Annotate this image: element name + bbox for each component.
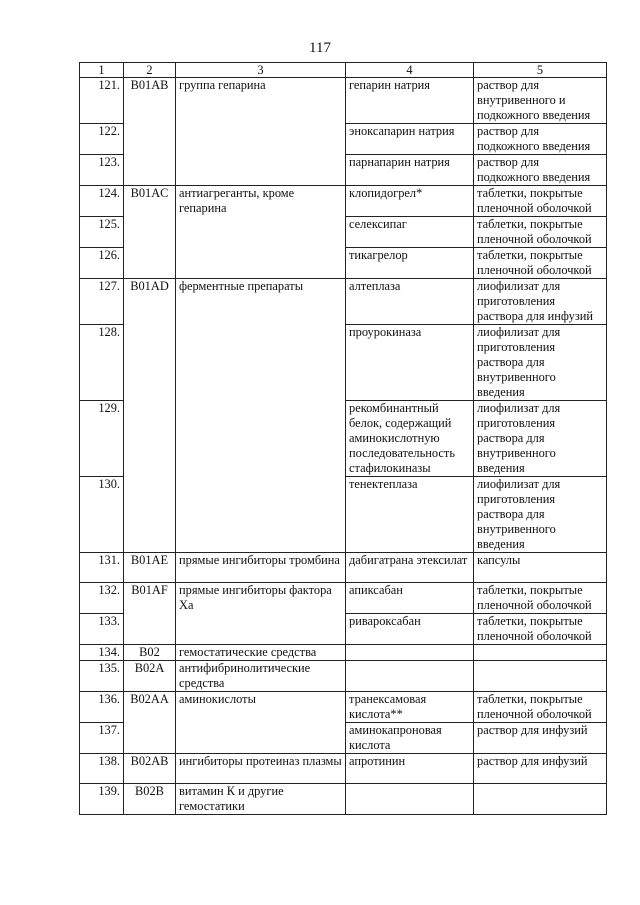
drug-name: алтеплаза (346, 279, 474, 325)
dosage-form: капсулы (474, 553, 607, 583)
drug-name: эноксапарин натрия (346, 124, 474, 155)
group-name: витамин К и другие гемостатики (176, 784, 346, 815)
row-number: 137. (80, 723, 124, 754)
row-number: 130. (80, 477, 124, 553)
row-number: 127. (80, 279, 124, 325)
page-number: 117 (309, 40, 331, 56)
dosage-form: лиофилизат для приготовления раствора для внутривенного введения (474, 401, 607, 477)
atc-code: B01AF (124, 583, 176, 645)
group-name: антиагреганты, кроме гепарина (176, 186, 346, 279)
drug-name: клопидогрел* (346, 186, 474, 217)
row-number: 135. (80, 661, 124, 692)
drug-name: транексамовая кислота** (346, 692, 474, 723)
table-row (80, 553, 607, 583)
group-name: гемостатические средства (176, 645, 346, 661)
drug-name: апротинин (346, 754, 474, 784)
drug-name (346, 661, 474, 692)
row-number: 136. (80, 692, 124, 723)
table-row (80, 78, 607, 124)
dosage-form (474, 784, 607, 815)
row-number: 131. (80, 553, 124, 583)
group-name: ферментные препараты (176, 279, 346, 553)
drug-name: проурокиназа (346, 325, 474, 401)
dosage-form: таблетки, покрытые пленочной оболочкой (474, 186, 607, 217)
atc-code: B01AD (124, 279, 176, 553)
row-number: 121. (80, 78, 124, 124)
header-col-3: 3 (176, 63, 346, 78)
drug-name (346, 784, 474, 815)
header-col-4: 4 (346, 63, 474, 78)
dosage-form: раствор для подкожного введения (474, 124, 607, 155)
dosage-form: таблетки, покрытые пленочной оболочкой (474, 217, 607, 248)
table-row (80, 186, 607, 217)
table-row (80, 754, 607, 784)
row-number: 122. (80, 124, 124, 155)
table-row (80, 645, 607, 661)
dosage-form: таблетки, покрытые пленочной оболочкой (474, 583, 607, 614)
group-name: прямые ингибиторы тромбина (176, 553, 346, 583)
row-number: 125. (80, 217, 124, 248)
dosage-form: раствор для инфузий (474, 754, 607, 784)
table-row (80, 661, 607, 692)
header-col-1: 1 (80, 63, 124, 78)
table-row (80, 784, 607, 815)
group-name: аминокислоты (176, 692, 346, 754)
drug-name: дабигатрана этексилат (346, 553, 474, 583)
row-number: 128. (80, 325, 124, 401)
group-name: прямые ингибиторы фактора Ха (176, 583, 346, 645)
dosage-form (474, 661, 607, 692)
dosage-form: таблетки, покрытые пленочной оболочкой (474, 248, 607, 279)
row-number: 133. (80, 614, 124, 645)
row-number: 134. (80, 645, 124, 661)
drug-name: ривароксабан (346, 614, 474, 645)
drug-name: парнапарин натрия (346, 155, 474, 186)
table-row (80, 692, 607, 723)
dosage-form: лиофилизат для приготовления раствора для внутривенного введения (474, 477, 607, 553)
header-col-2: 2 (124, 63, 176, 78)
dosage-form: раствор для инфузий (474, 723, 607, 754)
dosage-form: таблетки, покрытые пленочной оболочкой (474, 692, 607, 723)
table-row (80, 279, 607, 325)
drug-name: рекомбинантный белок, содержащий аминокислотную последовательность стафилокиназы (346, 401, 474, 477)
atc-code: B01AB (124, 78, 176, 186)
drug-name (346, 645, 474, 661)
atc-code: B02AB (124, 754, 176, 784)
dosage-form: раствор для внутривенного и подкожного введения (474, 78, 607, 124)
drug-name: тенектеплаза (346, 477, 474, 553)
atc-code: B02A (124, 661, 176, 692)
row-number: 132. (80, 583, 124, 614)
atc-code: B02B (124, 784, 176, 815)
dosage-form: раствор для подкожного введения (474, 155, 607, 186)
group-name: группа гепарина (176, 78, 346, 186)
drug-name: селексипаг (346, 217, 474, 248)
row-number: 129. (80, 401, 124, 477)
row-number: 138. (80, 754, 124, 784)
header-col-5: 5 (474, 63, 607, 78)
drug-table (79, 62, 607, 815)
dosage-form (474, 645, 607, 661)
group-name: ингибиторы протеиназ плазмы (176, 754, 346, 784)
dosage-form: таблетки, покрытые пленочной оболочкой (474, 614, 607, 645)
atc-code: B02 (124, 645, 176, 661)
drug-name: аминокапроновая кислота (346, 723, 474, 754)
row-number: 123. (80, 155, 124, 186)
header-row (80, 63, 607, 78)
dosage-form: лиофилизат для приготовления раствора для внутривенного введения (474, 325, 607, 401)
drug-name: гепарин натрия (346, 78, 474, 124)
row-number: 126. (80, 248, 124, 279)
drug-name: тикагрелор (346, 248, 474, 279)
group-name: антифибринолитические средства (176, 661, 346, 692)
dosage-form: лиофилизат для приготовления раствора для инфузий (474, 279, 607, 325)
atc-code: B01AC (124, 186, 176, 279)
drug-name: апиксабан (346, 583, 474, 614)
table-row (80, 583, 607, 614)
row-number: 139. (80, 784, 124, 815)
atc-code: B01AE (124, 553, 176, 583)
atc-code: B02AA (124, 692, 176, 754)
row-number: 124. (80, 186, 124, 217)
